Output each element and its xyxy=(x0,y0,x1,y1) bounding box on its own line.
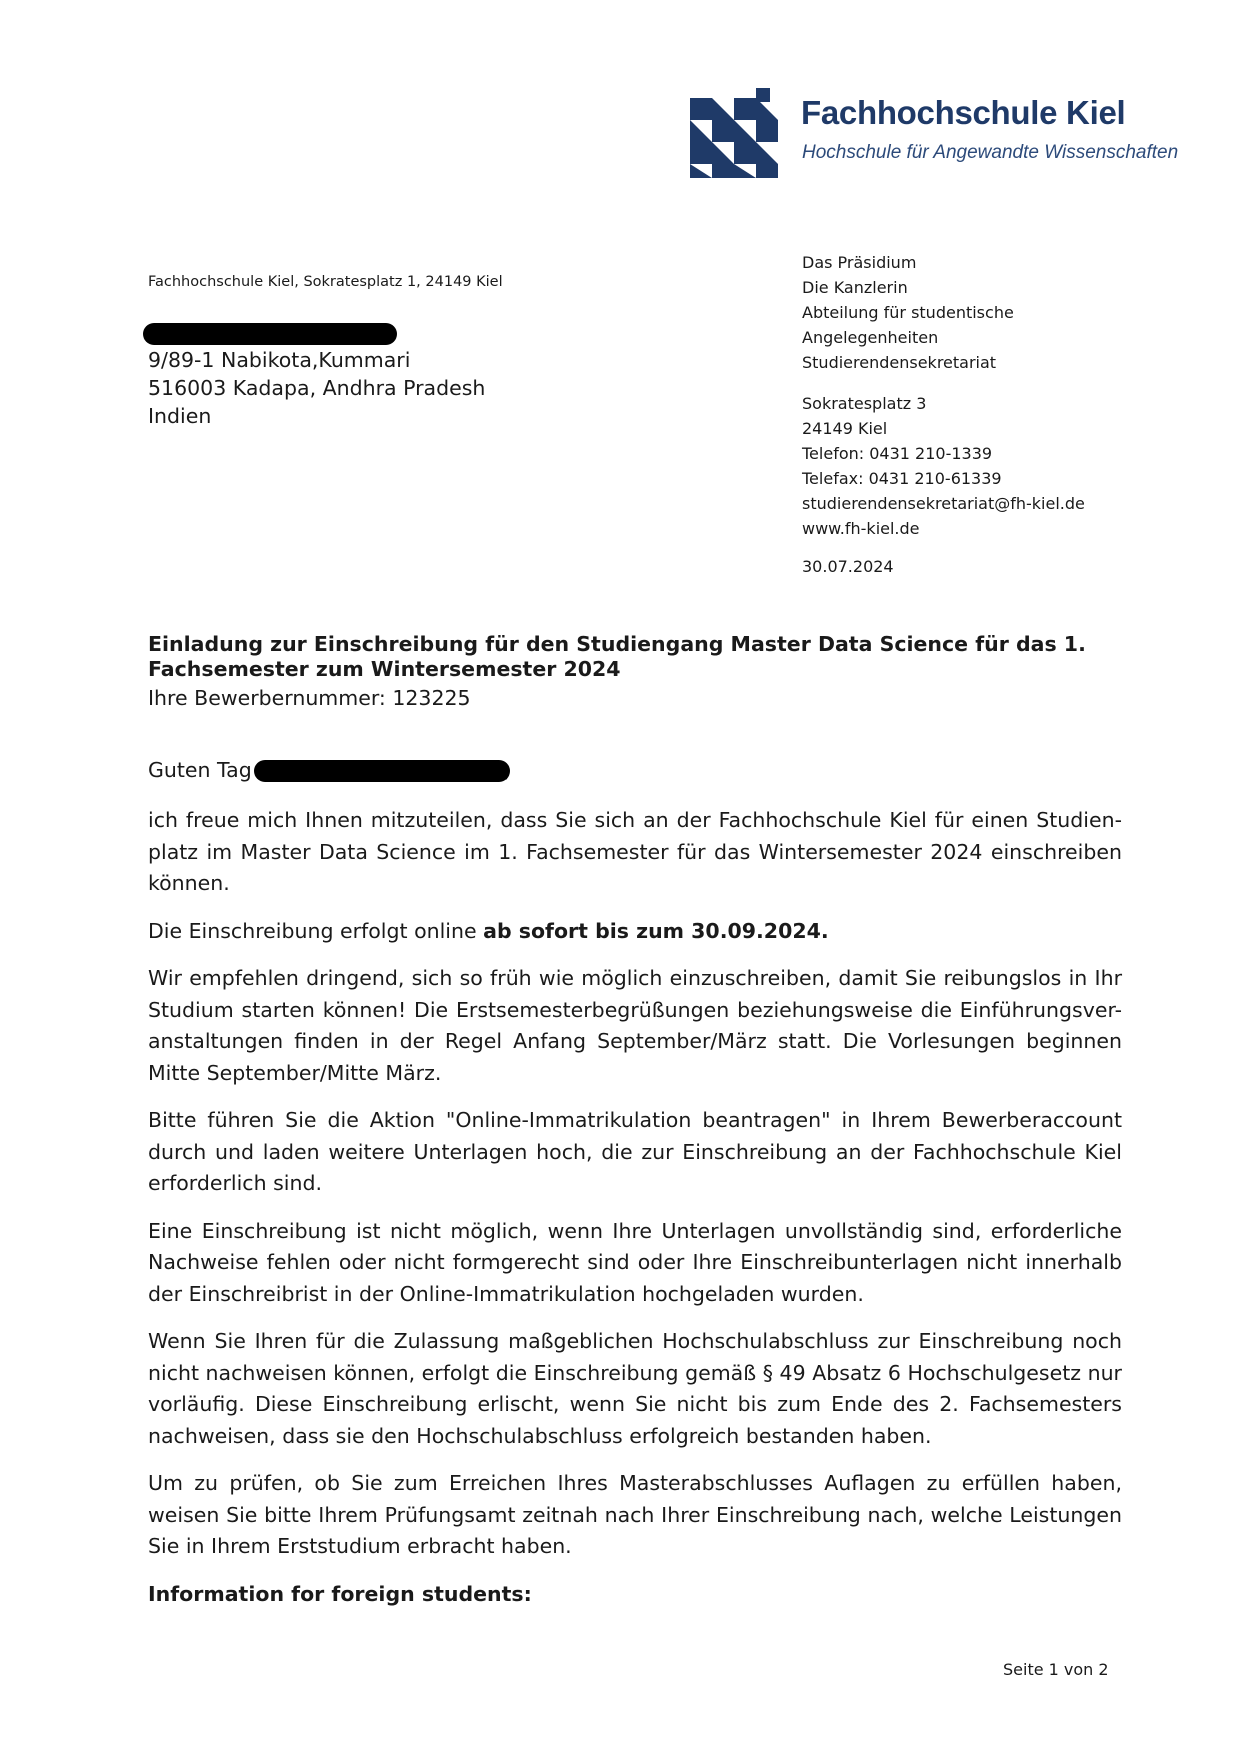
recipient-line: 516003 Kadapa, Andhra Pradesh xyxy=(148,376,486,400)
deadline-text: Die Einschreibung erfolgt online xyxy=(148,918,484,943)
logo-mark-icon xyxy=(690,88,790,184)
contact-address-line: 24149 Kiel xyxy=(802,419,888,438)
redacted-recipient-name xyxy=(143,323,397,345)
letter-subject: Einladung zur Einschreibung für den Studiengang Master Data Science für das 1. Fachsemester zum Wintersemester 2024 xyxy=(148,632,1086,681)
paragraph: ich freue mich Ihnen mitzuteilen, dass Sie sich an der Fachhochschule Kiel für einen Studien-platz im Master Data Science im 1. Fachsemester für das Wintersemester 2024 einschreiben können. xyxy=(148,808,1122,895)
contact-fax: Telefax: 0431 210-61339 xyxy=(802,469,1002,488)
contact-email-link[interactable]: studierendensekretariat@fh-kiel.de xyxy=(802,494,1085,513)
logo-name: Fachhochschule Kiel xyxy=(801,94,1126,131)
recipient-address xyxy=(148,346,485,430)
letter-body xyxy=(148,805,1122,1626)
foreign-students-heading: Information for foreign students: xyxy=(148,1581,532,1606)
sender-address-line: Fachhochschule Kiel, Sokratesplatz 1, 24149 Kiel xyxy=(148,274,503,290)
paragraph: Wir empfehlen dringend, sich so früh wie möglich einzuschreiben, damit Sie reibungslos in Ihr Studium starten können! Die Erstsemesterbegrüßungen beziehungsweise die Einführungsver-anstaltungen finden in der Regel Anfang September/März statt. Die Vorlesungen beginnen Mitte September/Mitte März. xyxy=(148,966,1122,1085)
applicant-number: Ihre Bewerbernummer: 123225 xyxy=(148,686,471,710)
page-number: Seite 1 von 2 xyxy=(1003,1660,1109,1679)
recipient-line: Indien xyxy=(148,404,212,428)
redacted-greeting-name xyxy=(254,760,510,782)
contact-org-line: Studierendensekretariat xyxy=(802,353,997,372)
paragraph: Wenn Sie Ihren für die Zulassung maßgeblichen Hochschulabschluss zur Einschreibung noch nicht nachweisen können, erfolgt die Einschreibung gemäß § 49 Absatz 6 Hochschulgesetz nur vorläufig. Diese Einschreibung erlischt, wenn Sie nicht bis zum Ende des 2. Fachsemesters nachweisen, dass sie den Hochschulabschluss erfolgreich bestanden haben. xyxy=(148,1329,1122,1448)
greeting-text: Guten Tag xyxy=(148,758,252,782)
deadline-bold: ab sofort bis zum 30.09.2024. xyxy=(483,918,829,943)
contact-org-line: Die Kanzlerin xyxy=(802,278,908,297)
letter-date: 30.07.2024 xyxy=(802,557,894,576)
contact-website-link[interactable]: www.fh-kiel.de xyxy=(802,519,920,538)
paragraph: Um zu prüfen, ob Sie zum Erreichen Ihres Masterabschlusses Auflagen zu erfüllen haben, weisen Sie bitte Ihrem Prüfungsamt zeitnah nach Ihrer Einschreibung nach, welche Leistungen Sie in Ihrem Erststudium erbracht haben. xyxy=(148,1471,1122,1558)
contact-org-line: Angelegenheiten xyxy=(802,328,939,347)
contact-org-line: Abteilung für studentische xyxy=(802,303,1014,322)
paragraph: Eine Einschreibung ist nicht möglich, wenn Ihre Unterlagen unvollständig sind, erforderliche Nachweise fehlen oder nicht formgerecht sind oder Ihre Einschreibunterlagen nicht innerhalb der Einschreibrist in der Online-Immatrikulation hochgeladen wurden. xyxy=(148,1218,1122,1306)
logo-subtitle: Hochschule für Angewandte Wissenschaften xyxy=(802,142,1179,163)
paragraph-deadline xyxy=(148,916,1122,948)
contact-org-line: Das Präsidium xyxy=(802,253,917,272)
contact-address-line: Sokratesplatz 3 xyxy=(802,394,927,413)
university-logo xyxy=(690,88,1179,184)
paragraph: Bitte führen Sie die Aktion "Online-Immatrikulation beantragen" in Ihrem Bewerberaccount durch und laden weitere Unterlagen hoch, die zur Einschreibung an der Fachhochschule Kiel erforderlich sind. xyxy=(148,1108,1122,1195)
contact-phone: Telefon: 0431 210-1339 xyxy=(802,444,993,463)
contact-block xyxy=(802,250,1085,541)
recipient-line: 9/89-1 Nabikota,Kummari xyxy=(148,348,411,372)
